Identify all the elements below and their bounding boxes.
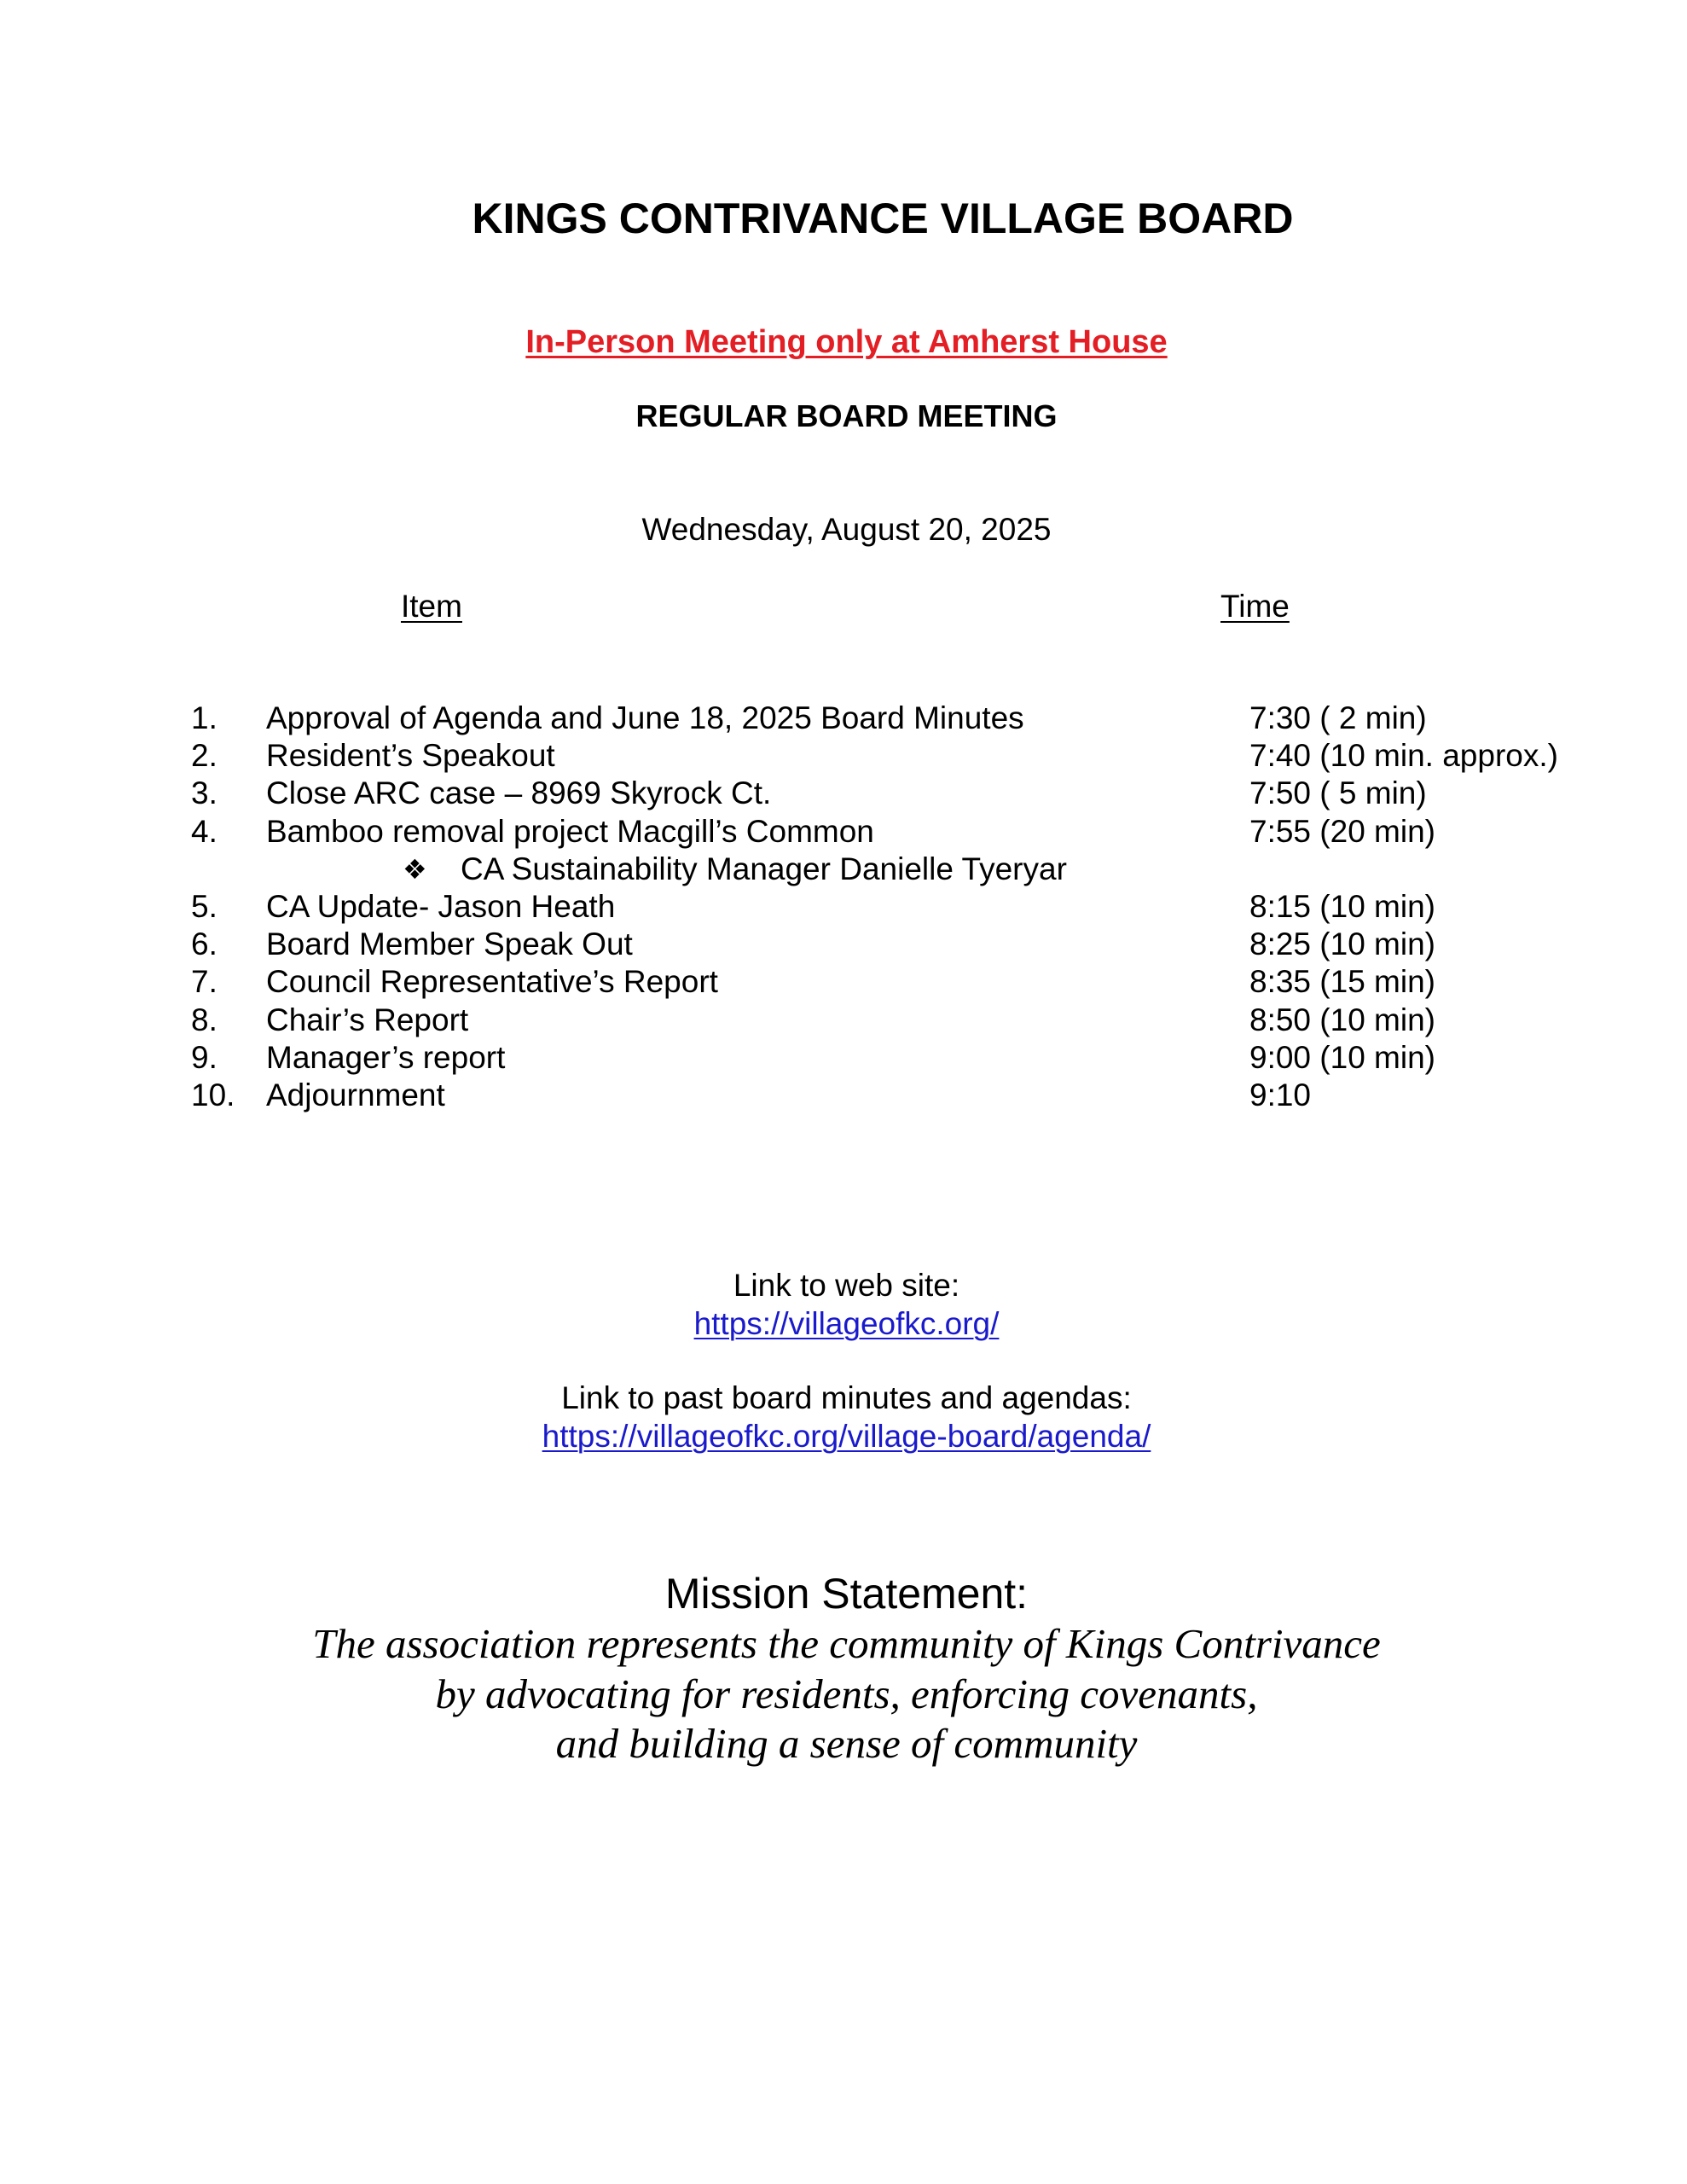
past-minutes-link-block [0,1379,1687,1455]
agenda-row [0,813,1687,851]
agenda-subitem-label: CA Sustainability Manager Danielle Tyeryar [461,851,1067,886]
agenda-item-number: 7. [191,964,217,1000]
agenda-item-number: 9. [191,1039,217,1075]
agenda-subitem-row [0,851,1687,888]
agenda-item-label: Resident’s Speakout [266,738,555,774]
agenda-item-label: Board Member Speak Out [266,926,633,962]
agenda-item-label: Close ARC case – 8969 Skyrock Ct. [266,775,772,811]
agenda-item-time: 9:10 [1249,1077,1312,1112]
agenda-item-time: 7:55 (20 min) [1249,813,1435,849]
agenda-row [0,1039,1687,1077]
item-column-header: Item [401,589,462,624]
agenda-row [0,700,1687,737]
agenda-item-time: 7:30 ( 2 min) [1249,700,1427,735]
website-link-label: Link to web site: [733,1268,960,1303]
page-title: KINGS CONTRIVANCE VILLAGE BOARD [472,195,1294,242]
agenda-item-number: 10. [191,1077,235,1112]
agenda-item-number: 1. [191,700,217,735]
agenda-item-time: 7:40 (10 min. approx.) [1249,738,1558,774]
meeting-location-text: In-Person Meeting only at Amherst House [525,324,1168,360]
agenda-list [0,700,1687,1114]
agenda-item-label: Manager’s report [266,1039,506,1075]
mission-line: by advocating for residents, enforcing covenants, [435,1670,1258,1717]
agenda-row [0,1077,1687,1114]
agenda-item-number: 3. [191,775,217,811]
agenda-item-label: Adjournment [266,1077,445,1112]
past-minutes-link[interactable]: https://villageofkc.org/village-board/agenda/ [542,1419,1151,1454]
agenda-item-time: 8:35 (15 min) [1249,964,1435,1000]
mission-statement-heading: Mission Statement: [664,1570,1029,1618]
agenda-row [0,926,1687,963]
agenda-row [0,963,1687,1001]
agenda-item-number: 2. [191,738,217,774]
agenda-row [0,888,1687,926]
agenda-row [0,737,1687,775]
agenda-item-label: Council Representative’s Report [266,964,718,1000]
diamond-bullet-icon: ❖ [403,852,427,886]
agenda-item-time: 8:15 (10 min) [1249,888,1435,924]
meeting-type-heading: REGULAR BOARD MEETING [635,398,1058,433]
agenda-item-label: CA Update- Jason Heath [266,888,616,924]
website-link-block [0,1266,1687,1343]
time-column-header: Time [1220,589,1290,624]
agenda-row [0,1002,1687,1039]
agenda-item-number: 4. [191,813,217,849]
mission-line: The association represents the community of Kings Contrivance [312,1620,1381,1667]
agenda-item-label: Chair’s Report [266,1002,469,1037]
agenda-item-label: Approval of Agenda and June 18, 2025 Board Minutes [266,700,1024,735]
meeting-date: Wednesday, August 20, 2025 [641,512,1052,547]
agenda-item-time: 7:50 ( 5 min) [1249,775,1427,811]
agenda-item-number: 6. [191,926,217,962]
agenda-row [0,775,1687,812]
agenda-item-label: Bamboo removal project Macgill’s Common [266,813,874,849]
agenda-item-time: 8:25 (10 min) [1249,926,1435,962]
agenda-item-time: 8:50 (10 min) [1249,1002,1435,1037]
mission-line: and building a sense of community [555,1720,1138,1767]
agenda-item-number: 8. [191,1002,217,1037]
meeting-location-notice [0,322,1687,362]
mission-statement-text [0,1619,1687,1769]
website-link[interactable]: https://villageofkc.org/ [693,1306,1000,1341]
agenda-item-time: 9:00 (10 min) [1249,1039,1435,1075]
past-minutes-link-label: Link to past board minutes and agendas: [561,1380,1132,1415]
agenda-item-number: 5. [191,888,217,924]
